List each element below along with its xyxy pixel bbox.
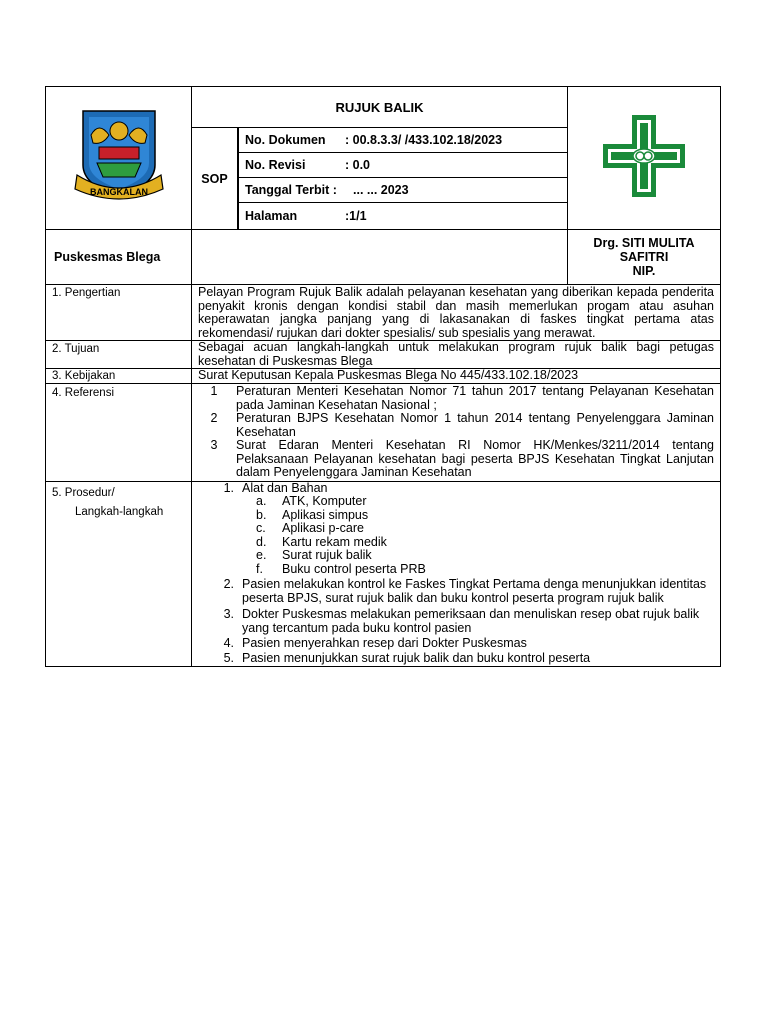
puskesmas-cross-icon [599,111,689,201]
prosedur-label-line-1: 5. Prosedur/ [52,486,115,499]
kebijakan-text: Surat Keputusan Kepala Puskesmas Blega No 445/433.102.18/2023 [192,369,721,384]
doc-meta-cell [238,128,568,230]
prosedur-label [46,481,192,667]
doc-number-row [239,128,568,153]
list-item: 1 Peraturan Menteri Kesehatan Nomor 71 tahun 2017 tentang Pelayanan Kesehatan pada Jaminan Kesehatan Nasional ; [210,384,714,412]
kebijakan-label: 3. Kebijakan [46,369,192,384]
revision-value: : 0.0 [345,158,371,172]
list-item: e. Surat rujuk balik [256,548,372,562]
doc-meta-table [238,128,567,229]
steps-list [192,578,720,665]
issue-date-row [239,178,568,203]
list-item: b. Aplikasi simpus [256,507,369,522]
doc-number-value: : 00.8.3.3/ /433.102.18/2023 [345,133,503,147]
page-label: Halaman [245,209,298,223]
list-item: c. Aplikasi p-care [256,521,364,535]
bangkalan-logo-text: BANGKALAN [89,186,148,197]
bangkalan-emblem-icon [69,105,169,207]
bangkalan-logo-cell [46,87,192,230]
sop-label: SOP [192,128,238,230]
list-item: d. Kartu rekam medik [256,534,387,549]
list-item: f. Buku control peserta PRB [256,561,426,576]
tujuan-text: Sebagai acuan langkah-langkah untuk melakukan program rujuk balik bagi petugas kesehatan di Puskesmas Blega [192,341,721,369]
materials-list [216,495,720,576]
list-item: 3 Surat Edaran Menteri Kesehatan RI Nomor HK/Menkes/3211/2014 tentang Pelaksanaan Pelayanan kesehatan bagi peserta BPJS Kesehatan Tingkat Lanjutan dalam Penyelenggara Jaminan Kesehatan [210,438,714,479]
page-row [239,203,568,230]
referensi-list [192,385,720,480]
list-item: 2. Pasien melakukan kontrol ke Faskes Tingkat Pertama denga menunjukkan identitas peserta BPJS, surat rujuk balik dan buku kontrol peserta program rujuk balik [223,577,707,605]
doc-number-label: No. Dokumen [245,133,326,147]
prosedur-label-line-2: Langkah-langkah [75,505,164,518]
sop-body-table [45,285,721,667]
page-value: :1/1 [345,209,367,223]
blank-cell [192,230,568,285]
list-item: 4. Pasien menyerahkan resep dari Dokter Puskesmas [223,636,527,650]
issue-date-value: ... ... 2023 [353,183,409,197]
referensi-label: 4. Referensi [46,384,192,482]
revision-row [239,153,568,178]
organization-name: Puskesmas Blega [46,230,192,285]
tujuan-label: 2. Tujuan [46,341,192,369]
revision-label: No. Revisi [245,158,306,172]
sop-document [45,86,720,667]
document-title: RUJUK BALIK [192,87,568,128]
issue-date-label: Tanggal Terbit : [245,183,337,197]
pengertian-label: 1. Pengertian [46,285,192,341]
list-item: 1. Alat dan Bahan [223,480,328,495]
pengertian-text: Pelayan Program Rujuk Balik adalah pelayanan kesehatan yang diberikan kepada penderita penyakit kronis dengan kondisi stabil dan masih memerlukan progam atau asuhan keperawatan jangka panjang yang di lakasanakan di faskes tingkat pertama atas rekomendasi/ rujukan dari dokter spesialis/ sub spesialis yang merawat. [192,285,721,341]
prosedur-cell [192,481,721,667]
signatory-nip: NIP. [632,264,656,278]
list-item: 3. Dokter Puskesmas melakukan pemeriksaan dan menuliskan resep obat rujuk balik yang tercantum pada buku kontrol pasien [223,607,700,635]
prosedur-list [192,482,720,496]
list-item: 5. Pasien menunjukkan surat rujuk balik dan buku kontrol peserta [223,650,591,665]
puskesmas-logo-cell [568,87,721,230]
list-item: 2 Peraturan BJPS Kesehatan Nomor 1 tahun 2014 tentang Penyelenggara Jaminan Kesehatan [210,411,714,439]
list-item: a. ATK, Komputer [256,494,367,508]
signatory-name: Drg. SITI MULITA SAFITRI [593,236,695,264]
referensi-cell [192,384,721,482]
sop-header-table [45,86,721,285]
signatory-cell [568,230,721,285]
